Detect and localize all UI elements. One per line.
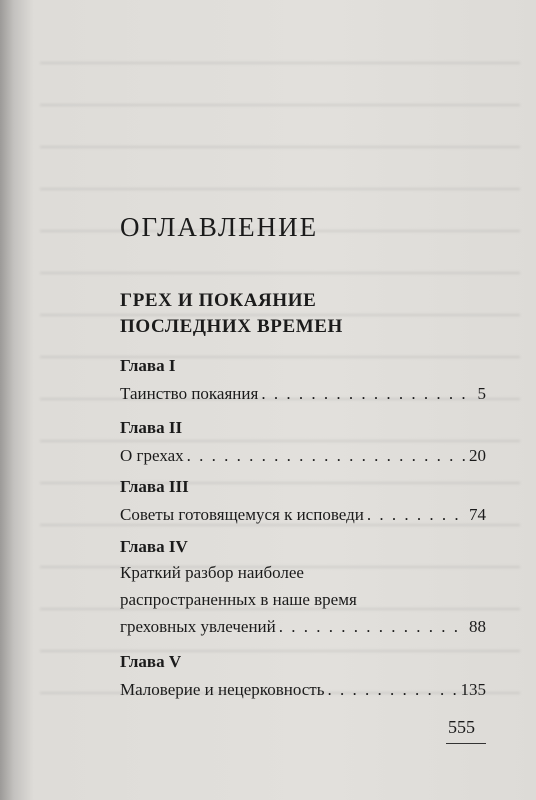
- chapter-heading-5: Глава V: [120, 652, 182, 671]
- chapter-heading-1: Глава I: [120, 356, 176, 375]
- dot-leader: [327, 678, 457, 702]
- toc-entry-title: Маловерие и нецерковность: [120, 680, 325, 699]
- toc-entry-title: Таинство покаяния: [120, 384, 259, 403]
- dot-leader: [261, 382, 474, 406]
- toc-entry-page: 135: [460, 680, 486, 699]
- toc-entry-3[interactable]: [120, 503, 486, 527]
- toc-entry-4[interactable]: [120, 561, 486, 639]
- toc-entry-title-line-2: распространенных в наше время: [120, 590, 357, 609]
- page-number-rule: [446, 743, 486, 744]
- toc-entry-title: греховных увлечений: [120, 617, 276, 636]
- toc-entry-page: 74: [469, 505, 486, 524]
- toc-entry-5[interactable]: [120, 678, 486, 702]
- page-number: 555: [448, 717, 475, 737]
- section-title-line-1: ГРЕХ И ПОКАЯНИЕ: [120, 290, 317, 311]
- dot-leader: [367, 503, 466, 527]
- dot-leader: [279, 615, 466, 639]
- toc-entry-title: Советы готовящемуся к исповеди: [120, 505, 364, 524]
- page-title: ОГЛАВЛЕНИЕ: [120, 212, 319, 242]
- chapter-heading-3: Глава III: [120, 477, 189, 496]
- toc-entry-page: 88: [469, 617, 486, 636]
- section-title-line-2: ПОСЛЕДНИХ ВРЕМЕН: [120, 316, 343, 337]
- toc-entry-title-line-1: Краткий разбор наиболее: [120, 563, 304, 582]
- toc-entry-page: 20: [469, 446, 486, 465]
- toc-entry-page: 5: [477, 384, 486, 403]
- chapter-heading-4: Глава IV: [120, 537, 188, 556]
- toc-entry-2[interactable]: [120, 444, 486, 468]
- toc-entry-1[interactable]: [120, 382, 486, 406]
- chapter-heading-2: Глава II: [120, 418, 183, 437]
- toc-entry-title: О грехах: [120, 446, 184, 465]
- section-title: [120, 288, 480, 340]
- dot-leader: [187, 444, 466, 468]
